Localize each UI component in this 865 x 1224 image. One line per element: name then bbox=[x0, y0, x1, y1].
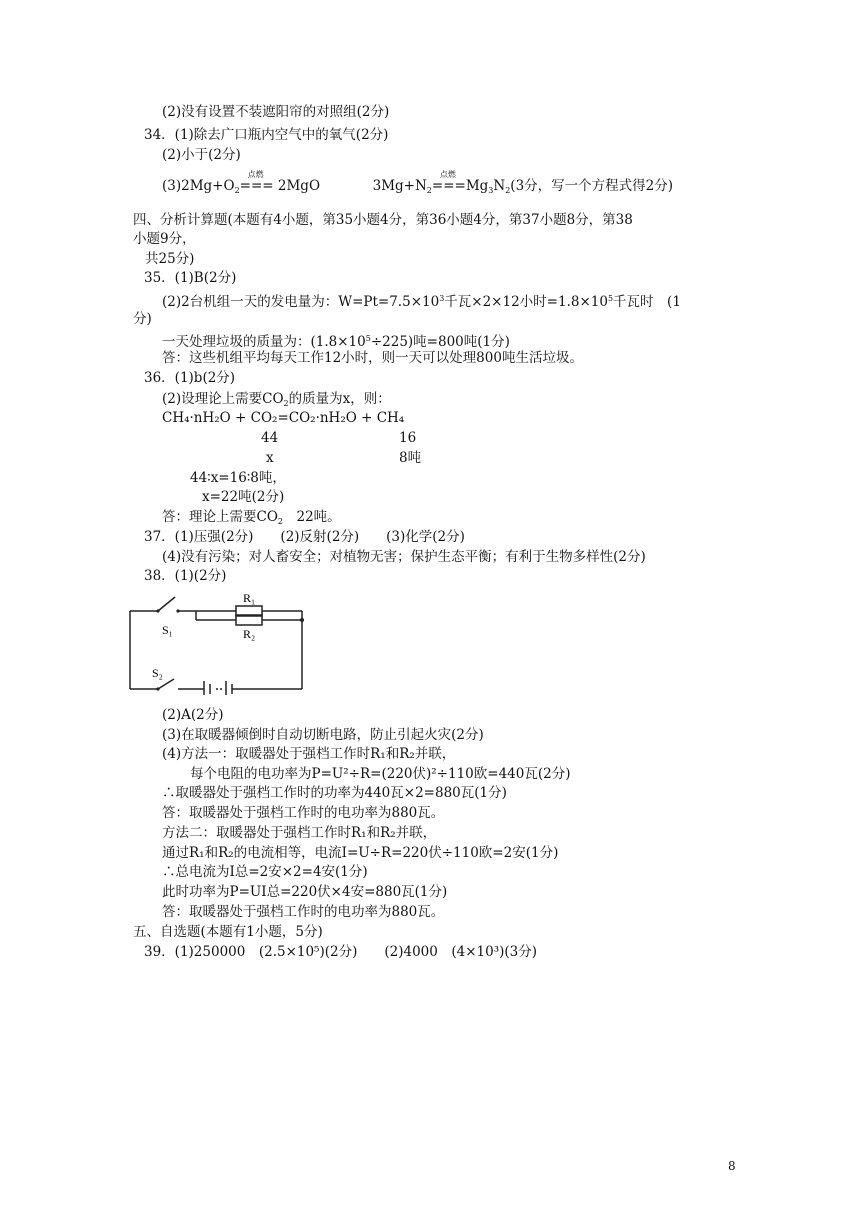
eq1-sub: 2 bbox=[234, 186, 240, 195]
s1-contact-dot bbox=[156, 609, 159, 612]
q36h-text2: 22吨。 bbox=[283, 509, 341, 525]
section-5-heading: 五、自选题(本题有1小题，5分) bbox=[133, 924, 323, 940]
line-q38-4-answer: 答：取暖器处于强档工作时的电功率为880瓦。 bbox=[162, 805, 445, 821]
q36-coef-44: 44 bbox=[261, 430, 279, 446]
q36b-text1: (2)设理论上需要CO bbox=[162, 391, 284, 407]
label-r2: R₂ bbox=[243, 627, 256, 641]
line-q38-method2-total: ∴总电流为I总=2安×2=4安(1分) bbox=[162, 864, 368, 880]
eq2-sub3: 3 bbox=[488, 186, 494, 195]
line-q39: 39．(1)250000 (2.5×10⁵)(2分) (2)4000 (4×10³)(3分) bbox=[144, 944, 537, 960]
eq1-arrow bbox=[239, 170, 274, 195]
line-q36-equation: CH₄·nH₂O + CO₂=CO₂·nH₂O + CH₄ bbox=[162, 410, 405, 426]
line-q37-2: (4)没有污染；对人畜安全；对植物无害；保护生态平衡；有利于生物多样性(2分) bbox=[162, 549, 646, 565]
line-q36-ratio: 44∶x=16∶8吨， bbox=[190, 470, 286, 486]
q35b-text2: 千瓦×2×12小时=1.8×10 bbox=[444, 294, 608, 310]
line-q38-4-total: ∴取暖器处于强档工作时的功率为440瓦×2=880瓦(1分) bbox=[162, 785, 507, 801]
circuit-diagram bbox=[128, 585, 310, 695]
line-q35-2-cont: 分) bbox=[133, 311, 152, 327]
q36-var-8t: 8吨 bbox=[399, 450, 422, 466]
line-q38-method2-current: 通过R₁和R₂的电流相等，电流I=U÷R=220伏÷110欧=2安(1分) bbox=[162, 845, 559, 861]
line-q38-method2-power: 此时功率为P=UI总=220伏×4安=880瓦(1分) bbox=[162, 884, 448, 900]
line-q33-2: (2)没有设置不装遮阳帘的对照组(2分) bbox=[162, 104, 390, 120]
label-r1: R₁ bbox=[243, 591, 256, 605]
s1-contact-dot-2 bbox=[176, 609, 179, 612]
eq1-right: 2MgO bbox=[277, 178, 321, 194]
label-s2: S₂ bbox=[152, 666, 163, 680]
q36-coef-16: 16 bbox=[399, 430, 417, 446]
line-q38-4-power: 每个电阻的电功率为P=U²÷R=(220伏)²÷110欧=440瓦(2分) bbox=[190, 766, 571, 782]
eq2-right-mg: Mg bbox=[465, 178, 489, 194]
line-q35-1: 35．(1)B(2分) bbox=[144, 270, 237, 286]
eq2-left: 3Mg+N bbox=[372, 178, 427, 194]
line-q36-1: 36．(1)b(2分) bbox=[144, 370, 236, 386]
line-q37-1: 37．(1)压强(2分) (2)反射(2分) (3)化学(2分) bbox=[144, 529, 465, 545]
q36h-text1: 答：理论上需要CO bbox=[162, 509, 278, 525]
line-q34-2: (2)小于(2分) bbox=[162, 147, 241, 163]
line-q38-method2: 方法二：取暖器处于强档工作时R₁和R₂并联， bbox=[162, 825, 437, 841]
line-q34-1: 34．(1)除去广口瓶内空气中的氧气(2分) bbox=[144, 127, 389, 143]
q36b-sub: 2 bbox=[283, 399, 289, 408]
line-q35-answer: 答：这些机组平均每天工作12小时，则一天可以处理800吨生活垃圾。 bbox=[162, 350, 583, 366]
eq2-arrow bbox=[431, 170, 466, 195]
q36-var-x: x bbox=[266, 450, 274, 466]
line-q38-2: (2)A(2分) bbox=[162, 707, 224, 723]
q36h-sub: 2 bbox=[277, 517, 283, 526]
eq2-right-n: N bbox=[493, 178, 506, 194]
eq1-left: (3)2Mg+O bbox=[162, 178, 235, 194]
q35d-sup: 5 bbox=[365, 334, 371, 343]
eq1-equals: === bbox=[239, 178, 274, 194]
q35b-sup1: 3 bbox=[439, 294, 445, 303]
line-q38-3: (3)在取暖器倾倒时自动切断电路，防止引起火灾(2分) bbox=[162, 727, 484, 743]
q35b-text3: 千瓦时 (1 bbox=[613, 294, 681, 310]
section-4-heading-cont: 小题9分， bbox=[133, 231, 196, 247]
eq1-condition: 点燃 bbox=[247, 170, 264, 179]
page-number: 8 bbox=[728, 1159, 736, 1173]
q35d-text1: 一天处理垃圾的质量为：(1.8×10 bbox=[162, 334, 366, 350]
eq2-equals: === bbox=[431, 178, 466, 194]
s2-contact-dot bbox=[156, 687, 159, 690]
eq2-condition: 点燃 bbox=[439, 170, 456, 179]
line-q38-4: (4)方法一：取暖器处于强档工作时R₁和R₂并联， bbox=[162, 746, 456, 762]
line-q36-result: x=22吨(2分) bbox=[202, 489, 285, 505]
line-q38-method2-answer: 答：取暖器处于强档工作时的电功率为880瓦。 bbox=[162, 904, 445, 920]
eq2-note: (3分，写一个方程式得2分) bbox=[510, 178, 674, 194]
line-q34-3-equation bbox=[162, 170, 674, 200]
section-4-heading: 四、分析计算题(本题有4小题，第35小题4分，第36小题4分，第37小题8分，第38 bbox=[133, 212, 633, 228]
junction-dot bbox=[300, 618, 304, 622]
line-q38-1: 38．(1)(2分) bbox=[144, 568, 227, 584]
eq2-sub2: 2 bbox=[505, 186, 511, 195]
q35b-text1: (2)2台机组一天的发电量为：W=Pt=7.5×10 bbox=[162, 294, 440, 310]
label-s1: S₁ bbox=[162, 623, 173, 637]
q36b-text2: 的质量为x，则： bbox=[288, 391, 391, 407]
q35d-text2: ÷225)吨=800吨(1分) bbox=[370, 334, 510, 350]
eq2-sub: 2 bbox=[426, 186, 432, 195]
q35b-sup2: 5 bbox=[607, 294, 614, 303]
line-q35-3 bbox=[162, 330, 510, 351]
section-4-heading-total: 共25分) bbox=[145, 251, 195, 267]
line-q35-2 bbox=[162, 290, 681, 311]
